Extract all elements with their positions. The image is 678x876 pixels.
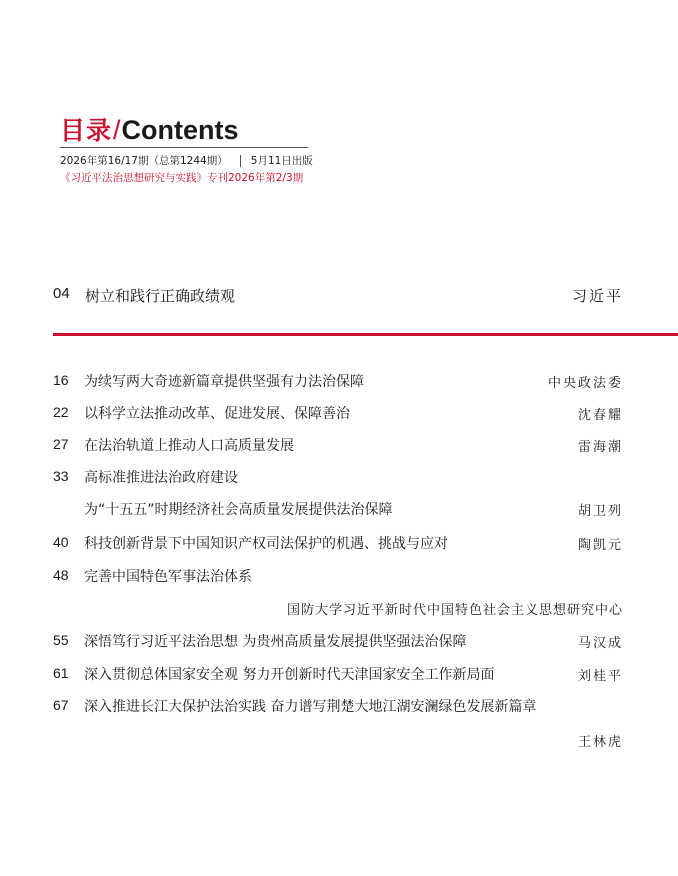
special-issue-line: 《习近平法治思想研究与实践》专刊2026年第2/3期 [60, 172, 304, 184]
toc-entry[interactable] [53, 467, 623, 487]
toc-entry[interactable] [53, 371, 623, 391]
article-title: 为“十五五”时期经济社会高质量发展提供法治保障 [84, 502, 393, 518]
section-divider [53, 333, 678, 336]
article-title: 科技创新背景下中国知识产权司法保护的机遇、挑战与应对 [84, 536, 448, 552]
article-author: 国防大学习近平新时代中国特色社会主义思想研究中心 [286, 603, 623, 618]
page-number: 48 [53, 567, 69, 583]
article-author: 沈春耀 [577, 408, 623, 423]
article-title: 深入贯彻总体国家安全观 努力开创新时代天津国家安全工作新局面 [84, 667, 495, 683]
toc-entry-continued[interactable] [53, 499, 623, 519]
article-title: 深入推进长江大保护法治实践 奋力谱写荆楚大地江湖安澜绿色发展新篇章 [84, 699, 537, 715]
publish-date: 5月11日出版 [250, 155, 313, 167]
title-slash: / [113, 115, 121, 145]
article-author: 王林虎 [577, 735, 623, 750]
lead-article[interactable] [53, 285, 623, 305]
article-title: 在法治轨道上推动人口高质量发展 [84, 438, 294, 454]
toc-entry-author-line[interactable] [53, 730, 623, 750]
toc-entry[interactable] [53, 696, 623, 716]
article-author: 雷海潮 [577, 440, 623, 455]
page-number: 33 [53, 468, 69, 484]
page-number: 67 [53, 697, 69, 713]
title-chinese: 目录 [60, 116, 113, 145]
article-title: 高标准推进法治政府建设 [84, 470, 238, 486]
issue-number: 2026年第16/17期（总第1244期） [60, 155, 228, 167]
page-number: 22 [53, 404, 69, 420]
issue-info [60, 153, 313, 168]
article-author: 胡卫列 [577, 504, 623, 519]
toc-entry-author-line[interactable] [53, 598, 623, 618]
toc-entry[interactable] [53, 631, 623, 651]
page-number: 40 [53, 534, 69, 550]
article-author: 刘桂平 [577, 669, 623, 684]
toc-entry[interactable] [53, 403, 623, 423]
article-author: 陶凯元 [577, 538, 623, 553]
page-number: 55 [53, 632, 69, 648]
toc-entry[interactable] [53, 566, 623, 586]
title-english: Contents [121, 115, 239, 145]
article-title: 完善中国特色军事法治体系 [84, 569, 252, 585]
lead-page-number: 04 [53, 285, 70, 302]
article-title: 以科学立法推动改革、促进发展、保障善治 [84, 406, 350, 422]
toc-entry[interactable] [53, 664, 623, 684]
contents-title [60, 111, 239, 145]
article-title: 为续写两大奇迹新篇章提供坚强有力法治保障 [84, 374, 364, 390]
page-number: 61 [53, 665, 69, 681]
issue-separator [240, 155, 241, 167]
contents-header [60, 111, 239, 145]
article-author: 马汉成 [577, 636, 623, 651]
header-divider [60, 147, 308, 148]
lead-author: 习近平 [571, 287, 623, 305]
page-number: 27 [53, 436, 69, 452]
lead-title: 树立和践行正确政绩观 [85, 287, 236, 305]
page-number: 16 [53, 372, 69, 388]
article-author: 中央政法委 [547, 376, 623, 391]
toc-entry[interactable] [53, 533, 623, 553]
article-title: 深悟笃行习近平法治思想 为贵州高质量发展提供坚强法治保障 [84, 634, 467, 650]
toc-entry[interactable] [53, 435, 623, 455]
